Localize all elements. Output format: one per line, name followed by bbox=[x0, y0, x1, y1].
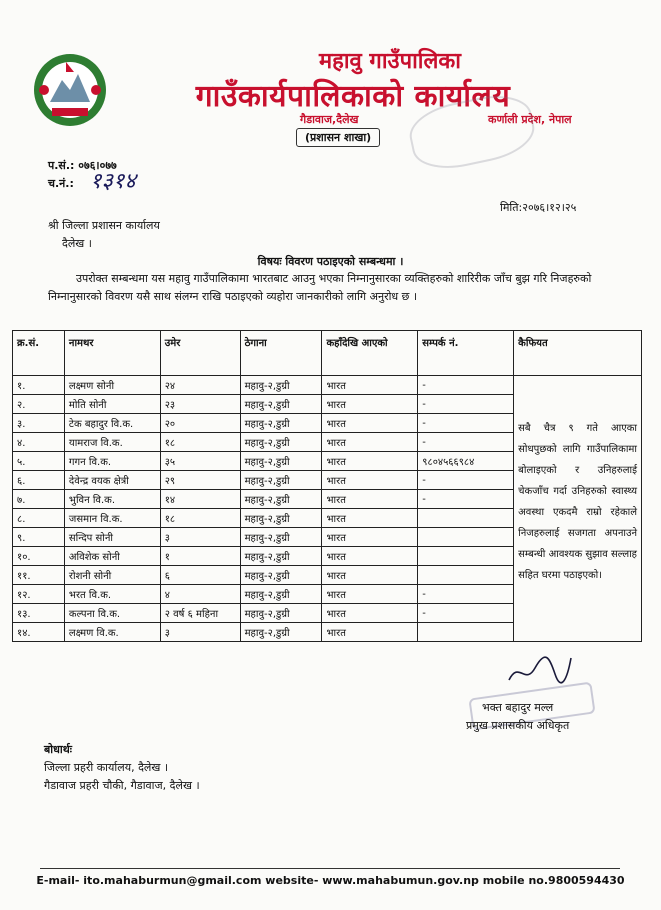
row-origin: भारत bbox=[322, 509, 418, 528]
row-contact: - bbox=[418, 585, 514, 604]
row-address: महावु-२,डुग्री bbox=[240, 376, 322, 395]
row-origin: भारत bbox=[322, 528, 418, 547]
row-address: महावु-२,डुग्री bbox=[240, 528, 322, 547]
row-contact bbox=[418, 566, 514, 585]
row-age: ६ bbox=[160, 566, 240, 585]
row-address: महावु-२,डुग्री bbox=[240, 395, 322, 414]
remarks-cell: सबै चैत्र ९ गते आएका सोधपुछको लागि गाउँपालिकामा बोलाइएको र उनिहरुलाई चेकजाँच गर्दा उनिहरुको स्वास्थ्य अवस्था एकदमै राम्रो रहेकाले निजहरुलाई सजगता अपनाउने सम्बन्धी आवश्यक सुझाव सल्लाह सहित घरमा पठाइएको। bbox=[514, 376, 642, 642]
row-contact: - bbox=[418, 414, 514, 433]
row-contact: ९८०४५६६९८४ bbox=[418, 452, 514, 471]
cc-item: जिल्ला प्रहरी कार्यालय, दैलेख । bbox=[44, 761, 169, 774]
row-name: अविशेक सोनी bbox=[64, 547, 160, 566]
reference-number: प.सं.: ०७६।०७७ bbox=[48, 159, 117, 172]
row-serial: १३. bbox=[13, 604, 65, 623]
row-contact: - bbox=[418, 604, 514, 623]
row-address: महावु-२,डुग्री bbox=[240, 471, 322, 490]
letter-body: उपरोक्त सम्बन्धमा यस महावु गाउँपालिकामा भारतबाट आउनु भएका निम्नानुसारका व्यक्तिहरुको शारिरीक जाँच बुझ गरि निजहरुको निम्नानुसारको विवरण यसै साथ संलग्न राखि पठाइएको व्यहोरा जानकारीको लागि अनुरोध छ । bbox=[48, 272, 592, 303]
row-origin: भारत bbox=[322, 376, 418, 395]
footer-contact: E-mail- ito.mahaburmun@gmail.com website- www.mahabumun.gov.np mobile no.9800594430 bbox=[36, 874, 625, 887]
row-address: महावु-२,डुग्री bbox=[240, 547, 322, 566]
col-header-remarks: कैफियत bbox=[514, 331, 642, 376]
col-header-contact: सम्पर्क नं. bbox=[418, 331, 514, 376]
row-address: महावु-२,डुग्री bbox=[240, 433, 322, 452]
row-address: महावु-२,डुग्री bbox=[240, 623, 322, 642]
row-origin: भारत bbox=[322, 433, 418, 452]
row-name: कल्पना वि.क. bbox=[64, 604, 160, 623]
footer-divider bbox=[40, 868, 620, 869]
row-age: २३ bbox=[160, 395, 240, 414]
row-name: रोशनी सोनी bbox=[64, 566, 160, 585]
row-contact: - bbox=[418, 376, 514, 395]
signature-scribble bbox=[505, 650, 575, 690]
row-origin: भारत bbox=[322, 547, 418, 566]
col-header-address: ठेगाना bbox=[240, 331, 322, 376]
row-serial: ११. bbox=[13, 566, 65, 585]
row-name: भुविन वि.क. bbox=[64, 490, 160, 509]
row-contact bbox=[418, 509, 514, 528]
office-location: गैडावाज,दैलेख bbox=[300, 113, 359, 126]
row-serial: ९. bbox=[13, 528, 65, 547]
row-contact: - bbox=[418, 395, 514, 414]
recipient-district: दैलेख । bbox=[62, 237, 92, 250]
row-serial: ५. bbox=[13, 452, 65, 471]
row-serial: १२. bbox=[13, 585, 65, 604]
office-title: गाउँकार्यपालिकाको कार्यालय bbox=[195, 79, 511, 114]
row-serial: १४. bbox=[13, 623, 65, 642]
row-serial: २. bbox=[13, 395, 65, 414]
row-name: सन्दिप सोनी bbox=[64, 528, 160, 547]
signer-name: भक्त बहादुर मल्ल bbox=[482, 701, 554, 714]
row-contact: - bbox=[418, 471, 514, 490]
row-name: गगन वि.क. bbox=[64, 452, 160, 471]
row-serial: १०. bbox=[13, 547, 65, 566]
row-age: २४ bbox=[160, 376, 240, 395]
row-age: १४ bbox=[160, 490, 240, 509]
row-address: महावु-२,डुग्री bbox=[240, 414, 322, 433]
table-header-row bbox=[13, 331, 642, 376]
col-header-origin: कहाँदेखि आएको bbox=[322, 331, 418, 376]
signer-title: प्रमुख प्रशासकीय अधिकृत bbox=[466, 719, 570, 732]
letter-date: मिति:२०७६।१२।२५ bbox=[500, 201, 577, 214]
recipient-office: श्री जिल्ला प्रशासन कार्यालय bbox=[48, 219, 160, 232]
dispatch-label: च.नं.: bbox=[48, 177, 74, 190]
col-header-serial: क्र.सं. bbox=[13, 331, 65, 376]
row-origin: भारत bbox=[322, 585, 418, 604]
row-age: २ वर्ष ६ महिना bbox=[160, 604, 240, 623]
returnee-table bbox=[12, 330, 642, 642]
row-contact bbox=[418, 528, 514, 547]
table-row bbox=[13, 376, 642, 395]
row-name: भरत वि.क. bbox=[64, 585, 160, 604]
row-age: ३५ bbox=[160, 452, 240, 471]
dispatch-number: १३१४ bbox=[90, 169, 136, 194]
col-header-name: नामथर bbox=[64, 331, 160, 376]
row-age: १८ bbox=[160, 433, 240, 452]
row-age: १८ bbox=[160, 509, 240, 528]
row-serial: ४. bbox=[13, 433, 65, 452]
row-address: महावु-२,डुग्री bbox=[240, 566, 322, 585]
row-serial: ६. bbox=[13, 471, 65, 490]
municipality-name: महावु गाउँपालिका bbox=[319, 49, 461, 74]
row-origin: भारत bbox=[322, 395, 418, 414]
row-address: महावु-२,डुग्री bbox=[240, 585, 322, 604]
row-contact: - bbox=[418, 433, 514, 452]
col-header-age: उमेर bbox=[160, 331, 240, 376]
row-origin: भारत bbox=[322, 471, 418, 490]
row-name: देवेन्द्र वयक क्षेत्री bbox=[64, 471, 160, 490]
cc-item: गैडावाज प्रहरी चौकी, गैडावाज, दैलेख । bbox=[44, 779, 200, 792]
row-origin: भारत bbox=[322, 623, 418, 642]
row-contact bbox=[418, 547, 514, 566]
branch-label: (प्रशासन शाखा) bbox=[296, 128, 380, 147]
subject-line: विषयः विवरण पठाइएको सम्बन्धमा । bbox=[257, 255, 404, 268]
row-serial: १. bbox=[13, 376, 65, 395]
row-name: जसमान वि.क. bbox=[64, 509, 160, 528]
cc-heading: बोधार्थः bbox=[44, 743, 72, 756]
row-age: ४ bbox=[160, 585, 240, 604]
row-age: २९ bbox=[160, 471, 240, 490]
row-origin: भारत bbox=[322, 414, 418, 433]
row-age: ३ bbox=[160, 528, 240, 547]
nepal-emblem-icon bbox=[30, 50, 110, 130]
row-name: लक्ष्मण सोनी bbox=[64, 376, 160, 395]
row-serial: ८. bbox=[13, 509, 65, 528]
row-name: मोति सोनी bbox=[64, 395, 160, 414]
province-label: कर्णाली प्रदेश, नेपाल bbox=[488, 113, 572, 126]
row-serial: ७. bbox=[13, 490, 65, 509]
row-age: १ bbox=[160, 547, 240, 566]
row-origin: भारत bbox=[322, 566, 418, 585]
row-address: महावु-२,डुग्री bbox=[240, 509, 322, 528]
row-serial: ३. bbox=[13, 414, 65, 433]
row-age: ३ bbox=[160, 623, 240, 642]
row-address: महावु-२,डुग्री bbox=[240, 452, 322, 471]
row-address: महावु-२,डुग्री bbox=[240, 490, 322, 509]
row-contact: - bbox=[418, 490, 514, 509]
row-age: २० bbox=[160, 414, 240, 433]
row-name: लक्ष्मण वि.क. bbox=[64, 623, 160, 642]
row-origin: भारत bbox=[322, 452, 418, 471]
row-contact bbox=[418, 623, 514, 642]
row-name: टेक बहादुर वि.क. bbox=[64, 414, 160, 433]
row-address: महावु-२,डुग्री bbox=[240, 604, 322, 623]
row-origin: भारत bbox=[322, 604, 418, 623]
row-name: यामराज वि.क. bbox=[64, 433, 160, 452]
row-origin: भारत bbox=[322, 490, 418, 509]
